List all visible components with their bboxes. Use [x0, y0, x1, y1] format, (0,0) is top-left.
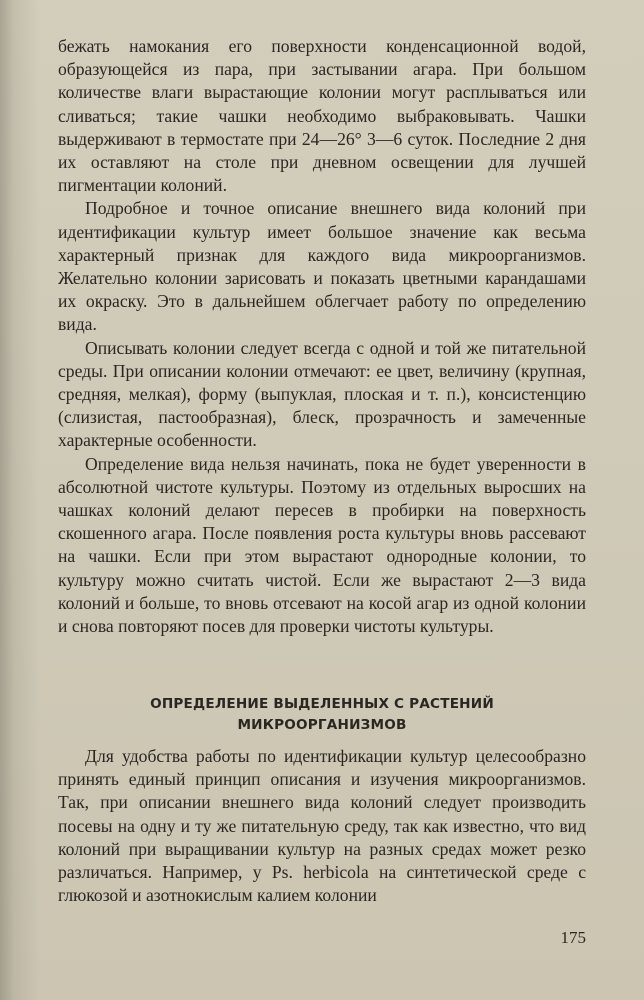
paragraph: Для удобства работы по идентификации культур целесообразно принять единый принцип описания и изучения микроорганизмов. Так, при описании внешнего вида колоний следует производить посевы на одну и ту же питательную среду, так как известно, что вид колоний при выращивании культур на разных средах может резко различаться. Например, у Ps. herbicola на синтетической среде с глюкозой и азотнокислым калием колонии [58, 746, 586, 906]
paragraph: Подробное и точное описание внешнего вида колоний при идентификации культур имеет большое значение как весьма характерный признак для каждого вида микроорганизмов. Желательно колонии зарисовать и показать цветными карандашами их окраску. Это в дальнейшем облегчает работу по определению вида. [58, 198, 586, 335]
section-heading-line: ОПРЕДЕЛЕНИЕ ВЫДЕЛЕННЫХ С РАСТЕНИЙ [150, 696, 494, 712]
section-heading [58, 694, 586, 736]
page-number: 175 [560, 928, 586, 947]
section-heading-line: МИКРООРГАНИЗМОВ [237, 717, 407, 733]
text-block-bottom [58, 745, 586, 907]
paragraph: Описывать колонии следует всегда с одной и той же питательной среды. При описании колонии отмечают: ее цвет, величину (крупная, средняя, мелкая), форму (выпуклая, плоская и т. п.), консистенцию (слизистая, пастообразная), блеск, прозрачность и замеченные характерные особенности. [58, 337, 586, 451]
paragraph: Определение вида нельзя начинать, пока не будет уверенности в абсолютной чистоте культуры. Поэтому из отдельных выросших на чашках колоний делают пересев в пробирки на поверхность скошенного агара. После появления роста культуры вновь рассевают на чашки. Если при этом вырастают однородные колонии, то культуру можно считать чистой. Если же вырастают 2—3 вида колоний и больше, то вновь отсевают на косой агар из одной колонии и снова повторяют посев для проверки чистоты культуры. [58, 453, 586, 637]
paragraph: бежать намокания его поверхности конденсационной водой, образующейся из пара, при застывании агара. При большом количестве влаги вырастающие колонии могут расплываться или сливаться; такие чашки необходимо выбраковывать. Чашки выдерживают в термостате при 24—26° 3—6 суток. Последние 2 дня их оставляют на столе при дневном освещении для лучшей пигментации колоний. [58, 36, 586, 196]
text-block-top [58, 35, 586, 638]
